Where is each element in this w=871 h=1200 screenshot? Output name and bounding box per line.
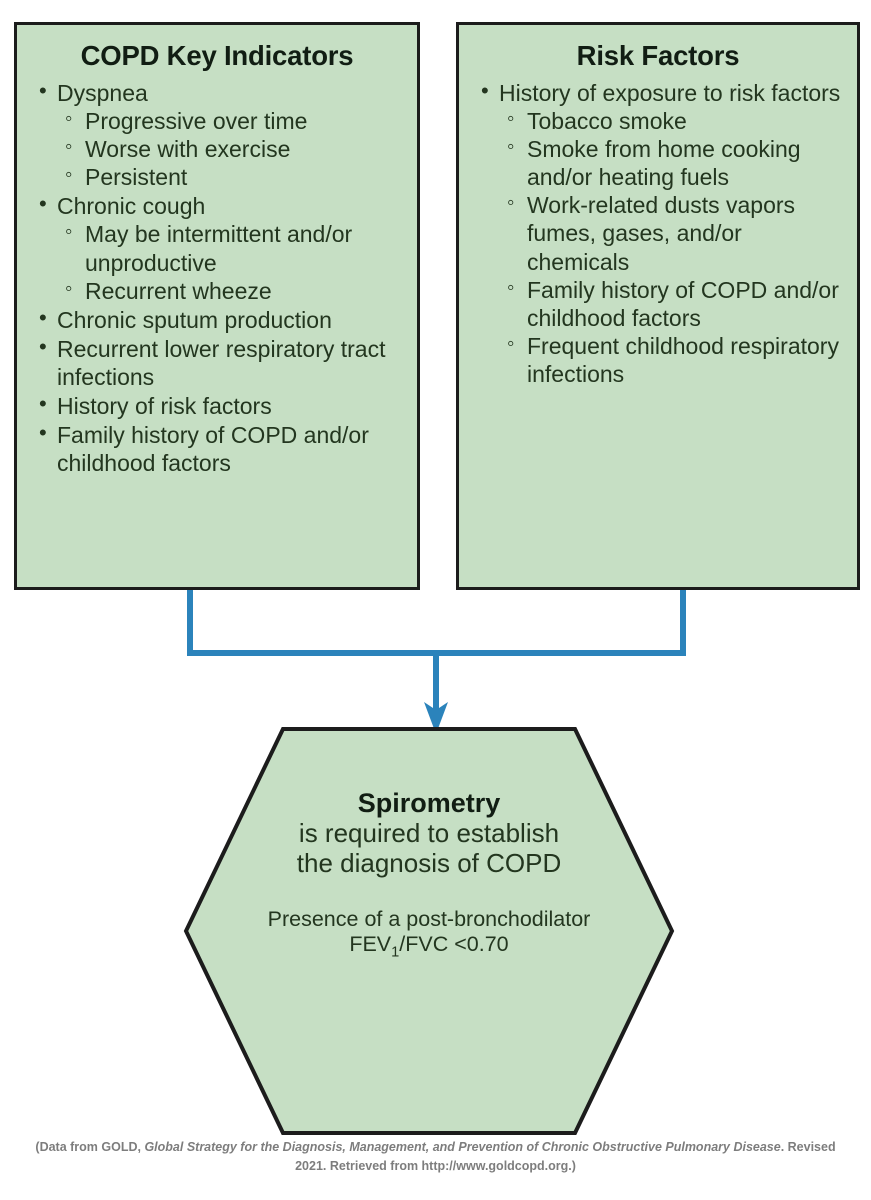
caption-source-title: Global Strategy for the Diagnosis, Management, and Prevention of Chronic Obstructive Pulmonary Disease — [144, 1140, 781, 1154]
figure-caption — [28, 1138, 843, 1177]
sub-list-item-label: ◦ Worse with exercise — [85, 135, 405, 163]
sub-list-item-label: ◦ Family history of COPD and/or childhood factors — [527, 276, 845, 332]
list-item — [29, 192, 405, 304]
sub-list-item-label: ◦ Recurrent wheeze — [85, 277, 405, 305]
list-item — [471, 79, 845, 388]
fev-subscript: 1 — [391, 944, 400, 961]
copd-key-indicators-box — [14, 22, 420, 590]
hexagon-criteria-line-1: Presence of a post-bronchodilator — [267, 906, 591, 931]
sub-list-item-label: ◦ May be intermittent and/or unproductive — [85, 220, 405, 276]
list-item — [29, 421, 405, 477]
sub-list-item-label: ◦ Persistent — [85, 163, 405, 191]
list-item-label: • Recurrent lower respiratory tract infections — [57, 335, 405, 391]
sub-list-item — [499, 135, 845, 191]
hexagon-criteria — [268, 907, 591, 963]
list-item-label: • Dyspnea — [57, 79, 405, 107]
list-item — [29, 79, 405, 191]
hexagon-text-block — [183, 726, 675, 1136]
list-item-label: • History of risk factors — [57, 392, 405, 420]
list-item-label: • Chronic cough — [57, 192, 405, 220]
sub-list-item — [57, 135, 405, 163]
spirometry-hexagon — [183, 726, 675, 1136]
sub-list-item-label: ◦ Progressive over time — [85, 107, 405, 135]
sub-list-item — [57, 107, 405, 135]
hexagon-heading: Spirometry — [357, 788, 501, 818]
sub-list — [499, 107, 845, 387]
sub-list — [57, 107, 405, 191]
list-item — [29, 392, 405, 420]
sub-list-item — [499, 191, 845, 275]
sub-list-item — [499, 276, 845, 332]
list-item-label: • Chronic sputum production — [57, 306, 405, 334]
list-item — [29, 306, 405, 334]
sub-list-item-label: ◦ Frequent childhood respiratory infections — [527, 332, 845, 388]
fev-label: FEV — [349, 932, 392, 957]
sub-list-item — [499, 332, 845, 388]
sub-list-item-label: ◦ Smoke from home cooking and/or heating fuels — [527, 135, 845, 191]
sub-list — [57, 220, 405, 304]
sub-list-item — [57, 277, 405, 305]
sub-list-item — [57, 220, 405, 276]
hexagon-line-2: is required to establish — [298, 818, 560, 849]
sub-list-item-label: ◦ Work-related dusts vapors fumes, gases, and/or chemicals — [527, 191, 845, 275]
sub-list-item-label: ◦ Tobacco smoke — [527, 107, 845, 135]
caption-suffix: . Revised 2021. Retrieved from http://www.goldcopd.org.) — [295, 1140, 836, 1174]
hexagon-criteria-line-2 — [268, 932, 591, 962]
fvc-ratio: /FVC <0.70 — [399, 932, 509, 957]
connector-bracket — [190, 590, 683, 653]
sub-list-item — [57, 163, 405, 191]
list-item — [29, 335, 405, 391]
list-item-label: • Family history of COPD and/or childhood factors — [57, 421, 405, 477]
connector-arrow — [0, 580, 871, 740]
left-box-list — [29, 79, 405, 477]
list-item-label: • History of exposure to risk factors — [499, 79, 845, 107]
sub-list-item — [499, 107, 845, 135]
right-box-list — [471, 79, 845, 388]
right-box-title: Risk Factors — [576, 40, 740, 71]
caption-prefix: (Data from GOLD, — [35, 1140, 145, 1154]
left-box-title: COPD Key Indicators — [80, 40, 354, 71]
hexagon-line-3: the diagnosis of COPD — [296, 848, 562, 879]
risk-factors-box — [456, 22, 860, 590]
